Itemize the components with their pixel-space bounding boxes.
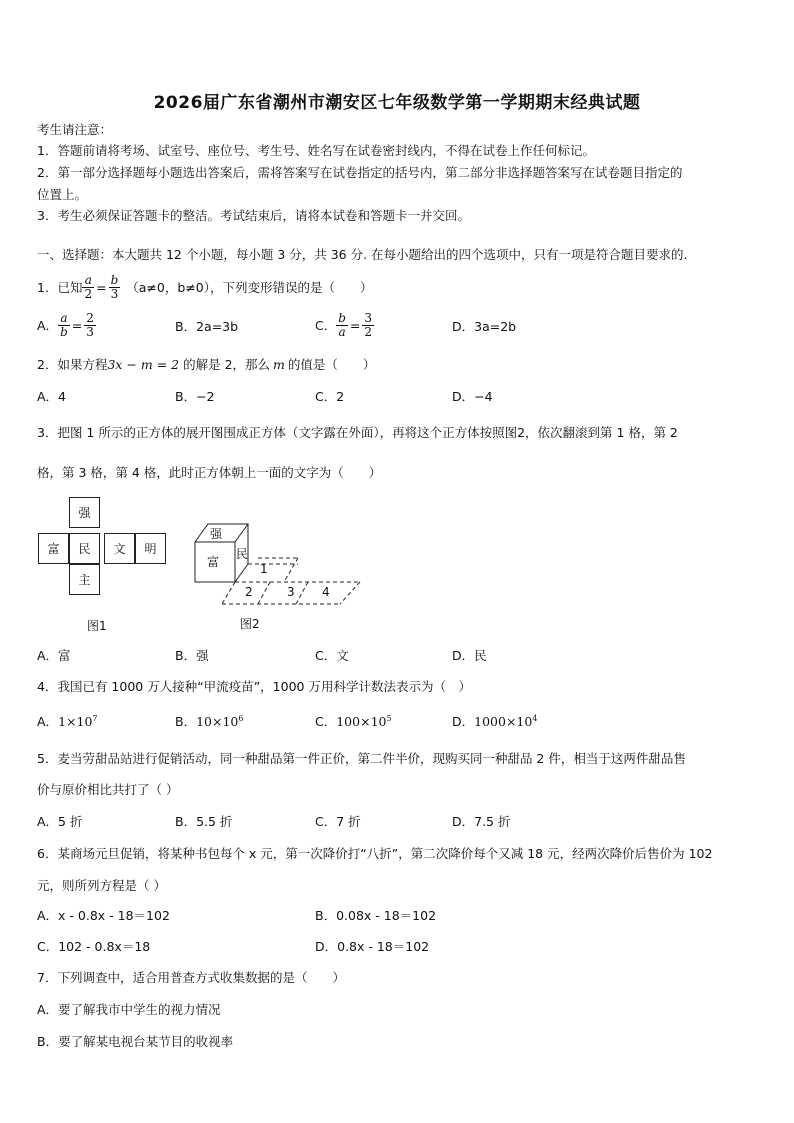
- question-4: 4．我国已有 1000 万人接种“甲流疫苗”，1000 万用科学计数法表示为（ ）: [37, 679, 471, 694]
- notice-item-2: 2．第一部分选择题每小题选出答案后，需将答案写在试卷指定的括号内，第二部分非选择题答案写在试卷题目指定的: [37, 165, 683, 180]
- q6-option-d[interactable]: D．0.8x - 18＝102: [315, 939, 430, 954]
- notice-item-3: 3．考生必须保证答题卡的整洁。考试结束后，请将本试卷和答题卡一并交回。: [37, 208, 470, 223]
- net-cell-left: 富: [38, 533, 69, 564]
- q3-option-d[interactable]: D．民: [452, 648, 487, 663]
- cube-face-side: 民: [236, 547, 249, 561]
- q4-option-b[interactable]: [175, 712, 243, 730]
- q1-a-den: b: [60, 324, 68, 339]
- q4-option-c[interactable]: [315, 712, 392, 730]
- q3-option-a[interactable]: A．富: [37, 648, 71, 663]
- q1-c-rhs: [362, 312, 374, 339]
- q4-a-label: A．: [37, 714, 59, 729]
- q1-f1-num: a: [82, 274, 94, 288]
- q2-prefix: 2．如果方程: [37, 357, 108, 372]
- q4-option-d[interactable]: [452, 712, 537, 730]
- q1-option-a[interactable]: [37, 308, 96, 342]
- q4-d-exponent: 4: [532, 713, 538, 723]
- q1-f2-den: 3: [110, 286, 119, 301]
- q6-option-a[interactable]: A．x - 0.8x - 18＝102: [37, 908, 170, 923]
- figure-1-caption: 图1: [87, 619, 107, 633]
- q4-a-base: 1×10: [58, 714, 93, 729]
- q1-c-rnum: 3: [364, 310, 373, 325]
- section-heading: 一、选择题：本大题共 12 个小题，每小题 3 分，共 36 分. 在每小题给出的四个选项中，只有一项是符合题目要求的.: [37, 247, 688, 262]
- q3-option-b[interactable]: B．强: [175, 648, 209, 663]
- q1-a-rden: 3: [86, 324, 94, 339]
- notice-header: 考生请注意：: [37, 122, 113, 137]
- figure-2-cube-grid: [190, 518, 380, 638]
- q1-option-b[interactable]: B．2a=3b: [175, 319, 239, 334]
- q1-a-rhs: [84, 312, 96, 339]
- q4-c-base: 100×10: [336, 714, 387, 729]
- question-2: [37, 355, 375, 373]
- q1-c-label: C．: [315, 318, 337, 333]
- q1-fraction-a-over-2: [82, 274, 94, 301]
- net-cell-right-1: 文: [104, 533, 135, 564]
- q5-option-c[interactable]: C．7 折: [315, 814, 361, 829]
- q1-c-num: b: [338, 310, 346, 325]
- q1-suffix: （a≠0，b≠0），下列变形错误的是（ ）: [126, 280, 373, 295]
- notice-item-2-cont: 位置上。: [37, 187, 88, 202]
- q2-option-b[interactable]: B．−2: [175, 389, 215, 404]
- q2-variable-m: m: [273, 357, 285, 372]
- question-1: [37, 270, 372, 304]
- q1-prefix: 1．已知: [37, 280, 83, 295]
- figure-1-net: [37, 497, 177, 637]
- grid-cell-4: 4: [322, 585, 330, 599]
- notice-item-1: 1．答题前请将考场、试室号、座位号、考生号、姓名写在试卷密封线内，不得在试卷上作任何标记。: [37, 143, 595, 158]
- grid-cell-3: 3: [287, 585, 295, 599]
- q1-f2-num: b: [110, 272, 119, 287]
- q1-a-equals: =: [71, 317, 83, 333]
- q1-f1-den: 2: [84, 286, 93, 301]
- net-cell-top: 强: [69, 497, 100, 528]
- grid-cell-2: 2: [245, 585, 253, 599]
- q6-option-c[interactable]: C．102 - 0.8x＝18: [37, 939, 151, 954]
- q4-b-exponent: 6: [238, 713, 244, 723]
- q2-suffix: 的值是（ ）: [287, 357, 376, 372]
- q2-equation: 3x − m = 2: [107, 357, 180, 372]
- q4-a-exponent: 7: [92, 713, 98, 723]
- figure-2-caption: 图2: [240, 617, 260, 631]
- q1-fraction-b-over-3: [109, 274, 121, 301]
- question-5-line-2: 价与原价相比共打了（ ）: [37, 782, 179, 797]
- question-7: 7．下列调查中，适合用普查方式收集数据的是（ ）: [37, 970, 345, 985]
- q4-d-label: D．: [452, 714, 475, 729]
- cube-face-front: 富: [207, 555, 220, 569]
- q1-a-num: a: [58, 312, 70, 326]
- question-3-line-2: 格，第 3 格，第 4 格，此时正方体朝上一面的文字为（ ）: [37, 465, 382, 480]
- q7-option-a[interactable]: A．要了解我市中学生的视力情况: [37, 1002, 221, 1017]
- net-cell-bottom: 主: [69, 564, 100, 595]
- q1-option-c[interactable]: [315, 308, 374, 342]
- q1-c-equals: =: [349, 317, 361, 333]
- q1-a-lhs: [58, 312, 70, 339]
- q6-option-b[interactable]: B．0.08x - 18＝102: [315, 908, 437, 923]
- q4-option-a[interactable]: [37, 712, 98, 730]
- page-title: 2026届广东省潮州市潮安区七年级数学第一学期期末经典试题: [153, 93, 641, 113]
- q4-b-label: B．: [175, 714, 197, 729]
- q1-a-label: A．: [37, 318, 59, 333]
- net-cell-center: 民: [69, 533, 100, 564]
- q2-mid: 的解是 2，那么: [183, 357, 271, 372]
- q1-a-rnum: 2: [86, 310, 94, 325]
- q4-c-label: C．: [315, 714, 337, 729]
- question-6-line-1: 6．某商场元旦促销，将某种书包每个 x 元，第一次降价打“八折”，第二次降价每个又减 18 元，经两次降价后售价为 102: [37, 846, 713, 861]
- question-3-line-1: 3．把图 1 所示的正方体的展开图围成正方体（文字露在外面），再将这个正方体按照图2，依次翻滚到第 1 格，第 2: [37, 425, 678, 440]
- q3-option-c[interactable]: C．文: [315, 648, 349, 663]
- q7-option-b[interactable]: B．要了解某电视台某节目的收视率: [37, 1034, 234, 1049]
- q1-equals: =: [96, 279, 107, 295]
- q1-c-den: a: [338, 324, 346, 339]
- cube-face-top: 强: [210, 527, 223, 541]
- q4-d-base: 1000×10: [474, 714, 533, 729]
- q4-c-exponent: 5: [386, 713, 392, 723]
- q4-b-base: 10×10: [196, 714, 239, 729]
- q1-c-lhs: [336, 312, 348, 339]
- q5-option-b[interactable]: B．5.5 折: [175, 814, 233, 829]
- question-6-line-2: 元，则所列方程是（ ）: [37, 878, 166, 893]
- net-cell-right-2: 明: [135, 533, 166, 564]
- q2-option-d[interactable]: D．−4: [452, 389, 493, 404]
- q2-option-a[interactable]: A．4: [37, 389, 67, 404]
- question-5-line-1: 5．麦当劳甜品站进行促销活动，同一种甜品第一件正价，第二件半价，现购买同一种甜品 2 件，相当于这两件甜品售: [37, 751, 686, 766]
- q2-option-c[interactable]: C．2: [315, 389, 345, 404]
- grid-cell-1: 1: [260, 562, 268, 576]
- q1-option-d[interactable]: D．3a=2b: [452, 319, 517, 334]
- q1-options: [37, 308, 757, 342]
- q5-option-a[interactable]: A．5 折: [37, 814, 83, 829]
- q1-c-rden: 2: [364, 324, 373, 339]
- q5-option-d[interactable]: D．7.5 折: [452, 814, 511, 829]
